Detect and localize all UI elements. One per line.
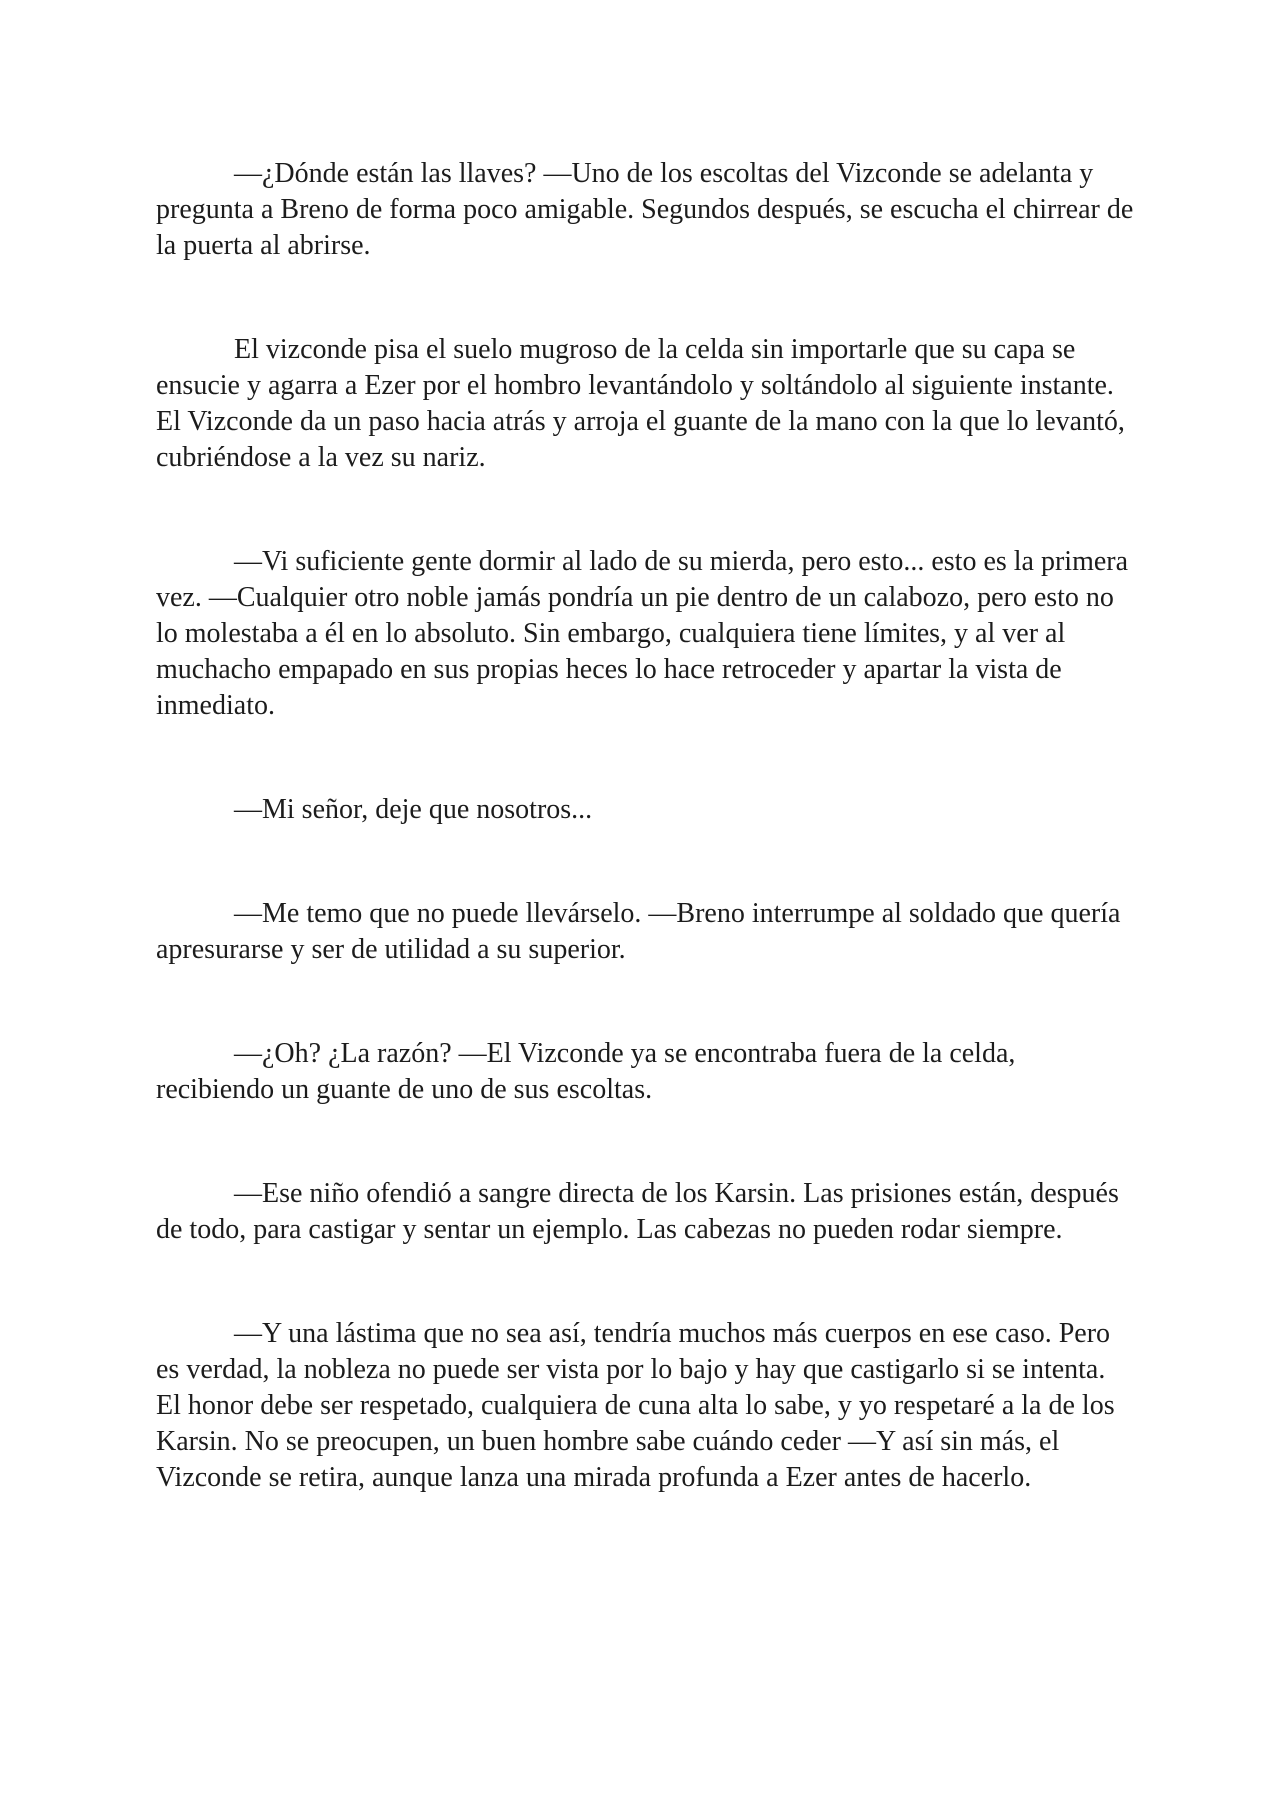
paragraph-3: —Vi suficiente gente dormir al lado de su mierda, pero esto... esto es la primera vez. —Cualquier otro noble jamás pondría un pie dentro de un calabozo, pero esto no lo molestaba a él en lo absoluto. Sin embargo, cualquiera tiene límites, y al ver al muchacho empapado en sus propias heces lo hace retroceder y apartar la vista de inmediato.: [156, 546, 1129, 721]
paragraph-5: —Me temo que no puede llevárselo. —Breno interrumpe al soldado que quería apresurarse y ser de utilidad a su superior.: [156, 898, 1121, 965]
paragraph-7: —Ese niño ofendió a sangre directa de los Karsin. Las prisiones están, después de todo, para castigar y sentar un ejemplo. Las cabezas no pueden rodar siempre.: [156, 1178, 1119, 1245]
paragraph-4: —Mi señor, deje que nosotros...: [234, 794, 593, 825]
paragraph-1: —¿Dónde están las llaves? —Uno de los escoltas del Vizconde se adelanta y pregunta a Breno de forma poco amigable. Segundos después, se escucha el chirrear de la puerta al abrirse.: [156, 158, 1134, 261]
paragraph-6: —¿Oh? ¿La razón? —El Vizconde ya se encontraba fuera de la celda, recibiendo un guante de uno de sus escoltas.: [156, 1038, 1016, 1105]
paragraph-2: El vizconde pisa el suelo mugroso de la celda sin importarle que su capa se ensucie y agarra a Ezer por el hombro levantándolo y soltándolo al siguiente instante. El Vizconde da un paso hacia atrás y arroja el guante de la mano con la que lo levantó, cubriéndose a la vez su nariz.: [156, 334, 1125, 473]
text-column: [156, 156, 1136, 1496]
paragraph-8: —Y una lástima que no sea así, tendría muchos más cuerpos en ese caso. Pero es verdad, la nobleza no puede ser vista por lo bajo y hay que castigarlo si se intenta. El honor debe ser respetado, cualquiera de cuna alta lo sabe, y yo respetaré a la de los Karsin. No se preocupen, un buen hombre sabe cuándo ceder —Y así sin más, el Vizconde se retira, aunque lanza una mirada profunda a Ezer antes de hacerlo.: [156, 1318, 1115, 1493]
